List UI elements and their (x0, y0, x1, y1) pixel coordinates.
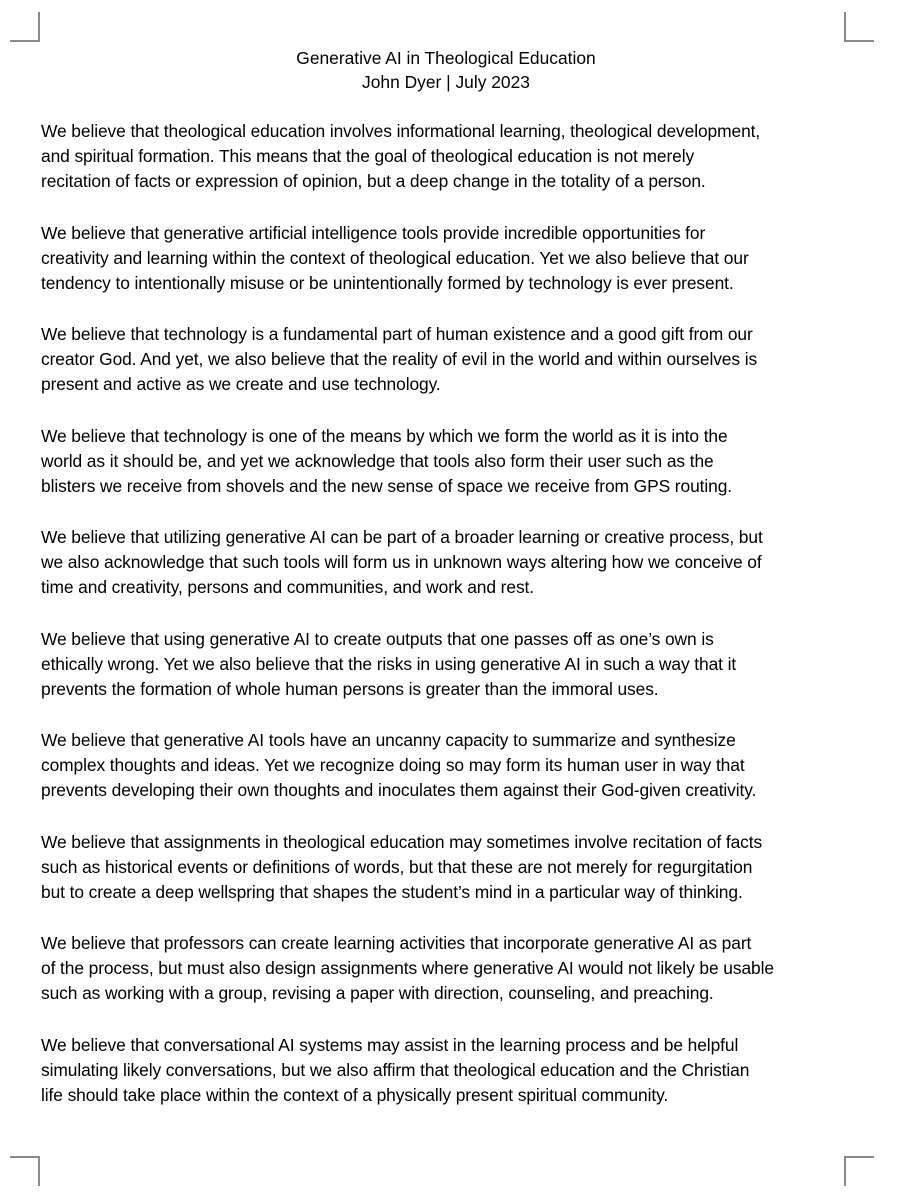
paragraph-line: complex thoughts and ideas. Yet we recognize doing so may form its human user in way that (41, 755, 745, 775)
paragraph-line: world as it should be, and yet we acknowledge that tools also form their user such as the (41, 450, 714, 471)
paragraph-line: ethically wrong. Yet we also believe that the risks in using generative AI in such a way that it (41, 653, 737, 674)
body-paragraph (41, 1033, 851, 1108)
paragraph-line: and spiritual formation. This means that the goal of theological education is not merely (41, 146, 695, 166)
paragraph-line: We believe that technology is a fundamental part of human existence and a good gift from our (41, 324, 753, 344)
page-corner-mark-bottom-right (844, 1156, 874, 1186)
paragraph-line: creator God. And yet, we also believe that the reality of evil in the world and within ourselves is (41, 349, 758, 369)
paragraph-line: We believe that using generative AI to create outputs that one passes off as one’s own is (41, 628, 714, 649)
paragraph-line: tendency to intentionally misuse or be unintentionally formed by technology is ever present. (41, 272, 734, 293)
body-paragraph (41, 525, 851, 600)
paragraph-line: prevents the formation of whole human persons is greater than the immoral uses. (41, 678, 659, 699)
paragraph-line: life should take place within the context of a physically present spiritual community. (41, 1084, 669, 1105)
paragraph-line: present and active as we create and use technology. (41, 374, 441, 394)
body-paragraph (41, 322, 851, 397)
paragraph-line: We believe that generative artificial intelligence tools provide incredible opportunities for (41, 222, 706, 243)
paragraph-line: we also acknowledge that such tools will form us in unknown ways altering how we conceive of (41, 552, 762, 572)
page-corner-mark-top-left (10, 12, 40, 42)
document-body (41, 119, 851, 1108)
paragraph-line: time and creativity, persons and communities, and work and rest. (41, 577, 535, 597)
page-corner-mark-bottom-left (10, 1156, 40, 1186)
paragraph-line: such as working with a group, revising a paper with direction, counseling, and preaching. (41, 983, 714, 1003)
paragraph-line: We believe that professors can create learning activities that incorporate generative AI as part (41, 933, 752, 953)
paragraph-line: simulating likely conversations, but we also affirm that theological education and the Christian (41, 1059, 750, 1080)
paragraph-line: of the process, but must also design assignments where generative AI would not likely be usable (41, 958, 774, 978)
body-paragraph (41, 728, 851, 803)
paragraph-line: but to create a deep wellspring that shapes the student’s mind in a particular way of thinking. (41, 881, 743, 902)
body-paragraph (41, 627, 851, 702)
paragraph-line: We believe that generative AI tools have an uncanny capacity to summarize and synthesize (41, 730, 736, 750)
paragraph-line: creativity and learning within the context of theological education. Yet we also believe that our (41, 247, 749, 268)
paragraph-line: recitation of facts or expression of opinion, but a deep change in the totality of a person. (41, 171, 706, 191)
paragraph-line: We believe that technology is one of the means by which we form the world as it is into the (41, 425, 728, 446)
paragraph-line: blisters we receive from shovels and the new sense of space we receive from GPS routing. (41, 475, 733, 496)
paragraph-line: We believe that utilizing generative AI can be part of a broader learning or creative process, but (41, 527, 763, 547)
body-paragraph (41, 119, 851, 194)
document-page (41, 46, 851, 1134)
body-paragraph (41, 221, 851, 296)
paragraph-line: We believe that assignments in theological education may sometimes involve recitation of facts (41, 831, 763, 852)
paragraph-line: prevents developing their own thoughts and inoculates them against their God-given creativity. (41, 780, 757, 800)
body-paragraph (41, 830, 851, 905)
body-paragraph (41, 424, 851, 499)
paragraph-line: We believe that conversational AI systems may assist in the learning process and be helpful (41, 1034, 739, 1055)
paragraph-line: such as historical events or definitions of words, but that these are not merely for regurgitation (41, 856, 753, 877)
paragraph-line: We believe that theological education involves informational learning, theological development, (41, 121, 761, 141)
body-paragraph (41, 931, 851, 1006)
page-corner-mark-top-right (844, 12, 874, 42)
document-title: Generative AI in Theological Education (296, 48, 596, 68)
document-byline: John Dyer | July 2023 (362, 72, 530, 92)
